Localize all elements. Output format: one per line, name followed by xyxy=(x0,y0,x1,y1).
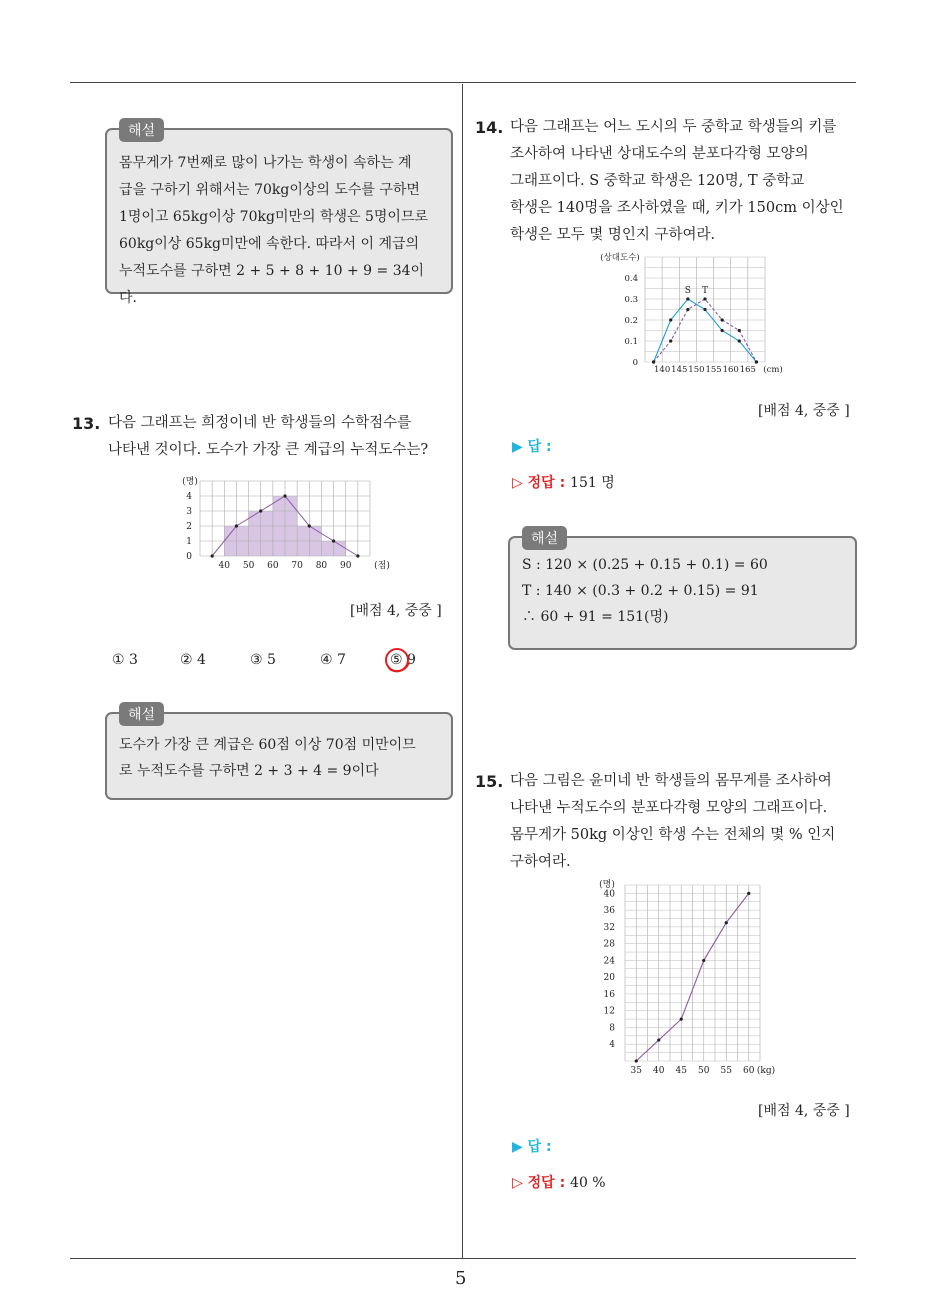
score-meta: [배점 4, 중중 ] xyxy=(758,1103,850,1119)
y-tick-label: 16 xyxy=(603,989,615,1000)
x-axis-label: (kg) xyxy=(756,1066,776,1076)
x-tick-label: 80 xyxy=(315,561,328,571)
question-line: 다음 그림은 윤미네 반 학생들의 몸무게를 조사하여 xyxy=(510,773,832,789)
data-point-S xyxy=(703,308,706,311)
y-tick-label: 8 xyxy=(609,1023,615,1034)
y-tick-label: 40 xyxy=(603,889,615,900)
data-point xyxy=(635,1059,638,1062)
data-point xyxy=(680,1017,683,1020)
solution-text xyxy=(510,538,855,636)
choice-5[interactable]: ⑤ 9 xyxy=(390,652,416,668)
data-point-T xyxy=(721,318,724,321)
x-tick-label: 35 xyxy=(630,1066,642,1076)
y-tick-label: 28 xyxy=(603,939,615,950)
y-tick-label: 36 xyxy=(603,906,615,917)
solution-line: 1명이고 65kg이상 70kg미만의 학생은 5명이므로 xyxy=(119,209,428,225)
question-number: 13. xyxy=(72,414,101,433)
final-answer-value: 40 % xyxy=(570,1175,606,1191)
solution-line: 누적도수를 구하면 2 + 5 + 8 + 10 + 9 = 34이다. xyxy=(119,263,425,306)
question-number: 15. xyxy=(475,772,504,791)
data-point xyxy=(283,494,286,497)
page-number: 5 xyxy=(455,1268,467,1289)
y-tick-label: 0 xyxy=(632,358,638,368)
x-axis-label: (점) xyxy=(374,561,390,571)
final-answer xyxy=(512,1172,606,1192)
x-tick-label: 40 xyxy=(218,561,231,571)
column-divider xyxy=(462,84,463,1258)
y-tick-label: 3 xyxy=(186,507,192,517)
data-point-S xyxy=(721,329,724,332)
question-line: 구하여라. xyxy=(510,854,571,870)
question-line: 그래프이다. S 중학교 학생은 120명, T 중학교 xyxy=(510,173,805,189)
bottom-rule xyxy=(70,1258,856,1259)
q14-chart xyxy=(590,248,790,378)
q13-chart xyxy=(170,474,390,574)
data-point xyxy=(211,554,214,557)
solution-box-q12 xyxy=(105,123,453,306)
question-line: 나타낸 것이다. 도수가 가장 큰 계급의 누적도수는? xyxy=(108,442,429,458)
data-point-T xyxy=(686,308,689,311)
x-tick-label: 50 xyxy=(698,1066,710,1076)
question-line: 몸무게가 50kg 이상인 학생 수는 전체의 몇 % 인지 xyxy=(510,827,836,843)
final-answer-label: ▷ 정답 : xyxy=(512,1175,566,1191)
question-number: 14. xyxy=(475,118,504,137)
question-line: 다음 그래프는 희정이네 반 학생들의 수학점수를 xyxy=(108,415,412,431)
x-tick-label: 140 xyxy=(654,365,671,375)
choice-2[interactable]: ② 4 xyxy=(180,652,206,668)
solution-text xyxy=(107,130,451,320)
question-text xyxy=(510,768,835,876)
data-point xyxy=(725,921,728,924)
x-axis-label: (cm) xyxy=(763,365,783,375)
solution-box-q14 xyxy=(508,531,857,650)
data-point xyxy=(308,524,311,527)
solution-line: ∴ 60 + 91 = 151(명) xyxy=(522,609,669,625)
y-tick-label: 0.2 xyxy=(624,316,638,326)
question-text xyxy=(108,410,428,464)
answer-label: ▶ 답 : xyxy=(512,439,552,455)
data-point xyxy=(702,959,705,962)
data-point-T xyxy=(652,360,655,363)
q15-chart xyxy=(590,878,780,1078)
y-tick-label: 0 xyxy=(186,552,192,562)
x-tick-label: 145 xyxy=(671,365,688,375)
data-point xyxy=(657,1038,660,1041)
solution-line: 도수가 가장 큰 계급은 60점 이상 70점 미만이므 xyxy=(119,737,416,753)
solution-tag: 해설 xyxy=(119,118,164,142)
final-answer xyxy=(512,472,615,492)
y-tick-label: 2 xyxy=(186,522,192,532)
y-axis-label: (명) xyxy=(599,880,615,890)
y-tick-label: 12 xyxy=(603,1006,615,1017)
top-rule xyxy=(70,82,856,83)
data-point-T xyxy=(703,297,706,300)
choice-1[interactable]: ① 3 xyxy=(112,652,138,668)
solution-box-q13 xyxy=(105,707,453,800)
x-tick-label: 155 xyxy=(705,365,722,375)
x-tick-label: 160 xyxy=(722,365,739,375)
question-text xyxy=(510,114,844,249)
x-tick-label: 90 xyxy=(339,561,352,571)
x-tick-label: 70 xyxy=(291,561,303,571)
series-label-S: S xyxy=(684,286,691,296)
x-tick-label: 60 xyxy=(267,561,279,571)
choice-3[interactable]: ③ 5 xyxy=(250,652,276,668)
solution-line: T : 140 × (0.3 + 0.2 + 0.15) = 91 xyxy=(522,583,759,599)
answer-choices xyxy=(112,652,442,672)
data-point-T xyxy=(669,339,672,342)
y-tick-label: 1 xyxy=(186,537,192,547)
data-point-S xyxy=(686,297,689,300)
solution-line: 급을 구하기 위해서는 70kg이상의 도수를 구하면 xyxy=(119,182,420,198)
y-tick-label: 0.1 xyxy=(624,337,638,347)
question-line: 나타낸 누적도수의 분포다각형 모양의 그래프이다. xyxy=(510,800,828,816)
choice-4[interactable]: ④ 7 xyxy=(320,652,346,668)
x-tick-label: 40 xyxy=(653,1066,665,1076)
solution-line: 60kg이상 65kg미만에 속한다. 따라서 이 계급의 xyxy=(119,236,420,252)
solution-line: 로 누적도수를 구하면 2 + 3 + 4 = 9이다 xyxy=(119,763,379,779)
solution-tag: 해설 xyxy=(522,526,567,550)
x-tick-label: 150 xyxy=(688,365,705,375)
series-label-T: T xyxy=(701,286,709,296)
solution-line: 몸무게가 7번째로 많이 나가는 학생이 속하는 계 xyxy=(119,155,412,171)
data-point xyxy=(332,539,335,542)
question-line: 학생은 140명을 조사하였을 때, 키가 150cm 이상인 xyxy=(510,200,844,216)
data-point xyxy=(235,524,238,527)
final-answer-value: 151 명 xyxy=(570,475,615,491)
y-axis-label: (명) xyxy=(182,477,198,487)
y-tick-label: 0.4 xyxy=(624,274,638,284)
solution-line: S : 120 × (0.25 + 0.15 + 0.1) = 60 xyxy=(522,557,768,573)
x-tick-label: 165 xyxy=(739,365,756,375)
y-tick-label: 4 xyxy=(186,492,192,502)
y-tick-label: 32 xyxy=(603,922,615,933)
y-tick-label: 20 xyxy=(603,973,615,984)
data-point-T xyxy=(738,329,741,332)
y-axis-label: (상대도수) xyxy=(600,253,640,263)
y-tick-label: 24 xyxy=(603,956,615,967)
final-answer-label: ▷ 정답 : xyxy=(512,475,566,491)
question-line: 조사하여 나타낸 상대도수의 분포다각형 모양의 xyxy=(510,146,809,162)
y-tick-label: 0.3 xyxy=(624,295,638,305)
x-tick-label: 55 xyxy=(720,1066,732,1076)
selected-choice-circle-icon xyxy=(382,644,414,676)
data-point xyxy=(356,554,359,557)
answer-label: ▶ 답 : xyxy=(512,1139,552,1155)
data-point-S xyxy=(738,339,741,342)
data-point-S xyxy=(669,318,672,321)
data-point-T xyxy=(755,360,758,363)
score-meta: [배점 4, 중중 ] xyxy=(758,403,850,419)
solution-tag: 해설 xyxy=(119,702,164,726)
x-tick-label: 50 xyxy=(242,561,255,571)
score-meta: [배점 4, 중중 ] xyxy=(350,603,442,619)
question-line: 학생은 모두 몇 명인지 구하여라. xyxy=(510,227,716,243)
y-tick-label: 4 xyxy=(609,1040,615,1051)
x-tick-label: 45 xyxy=(675,1066,687,1076)
x-tick-label: 60 xyxy=(743,1066,755,1076)
data-point xyxy=(259,509,262,512)
question-line: 다음 그래프는 어느 도시의 두 중학교 학생들의 키를 xyxy=(510,119,837,135)
data-point xyxy=(747,892,750,895)
